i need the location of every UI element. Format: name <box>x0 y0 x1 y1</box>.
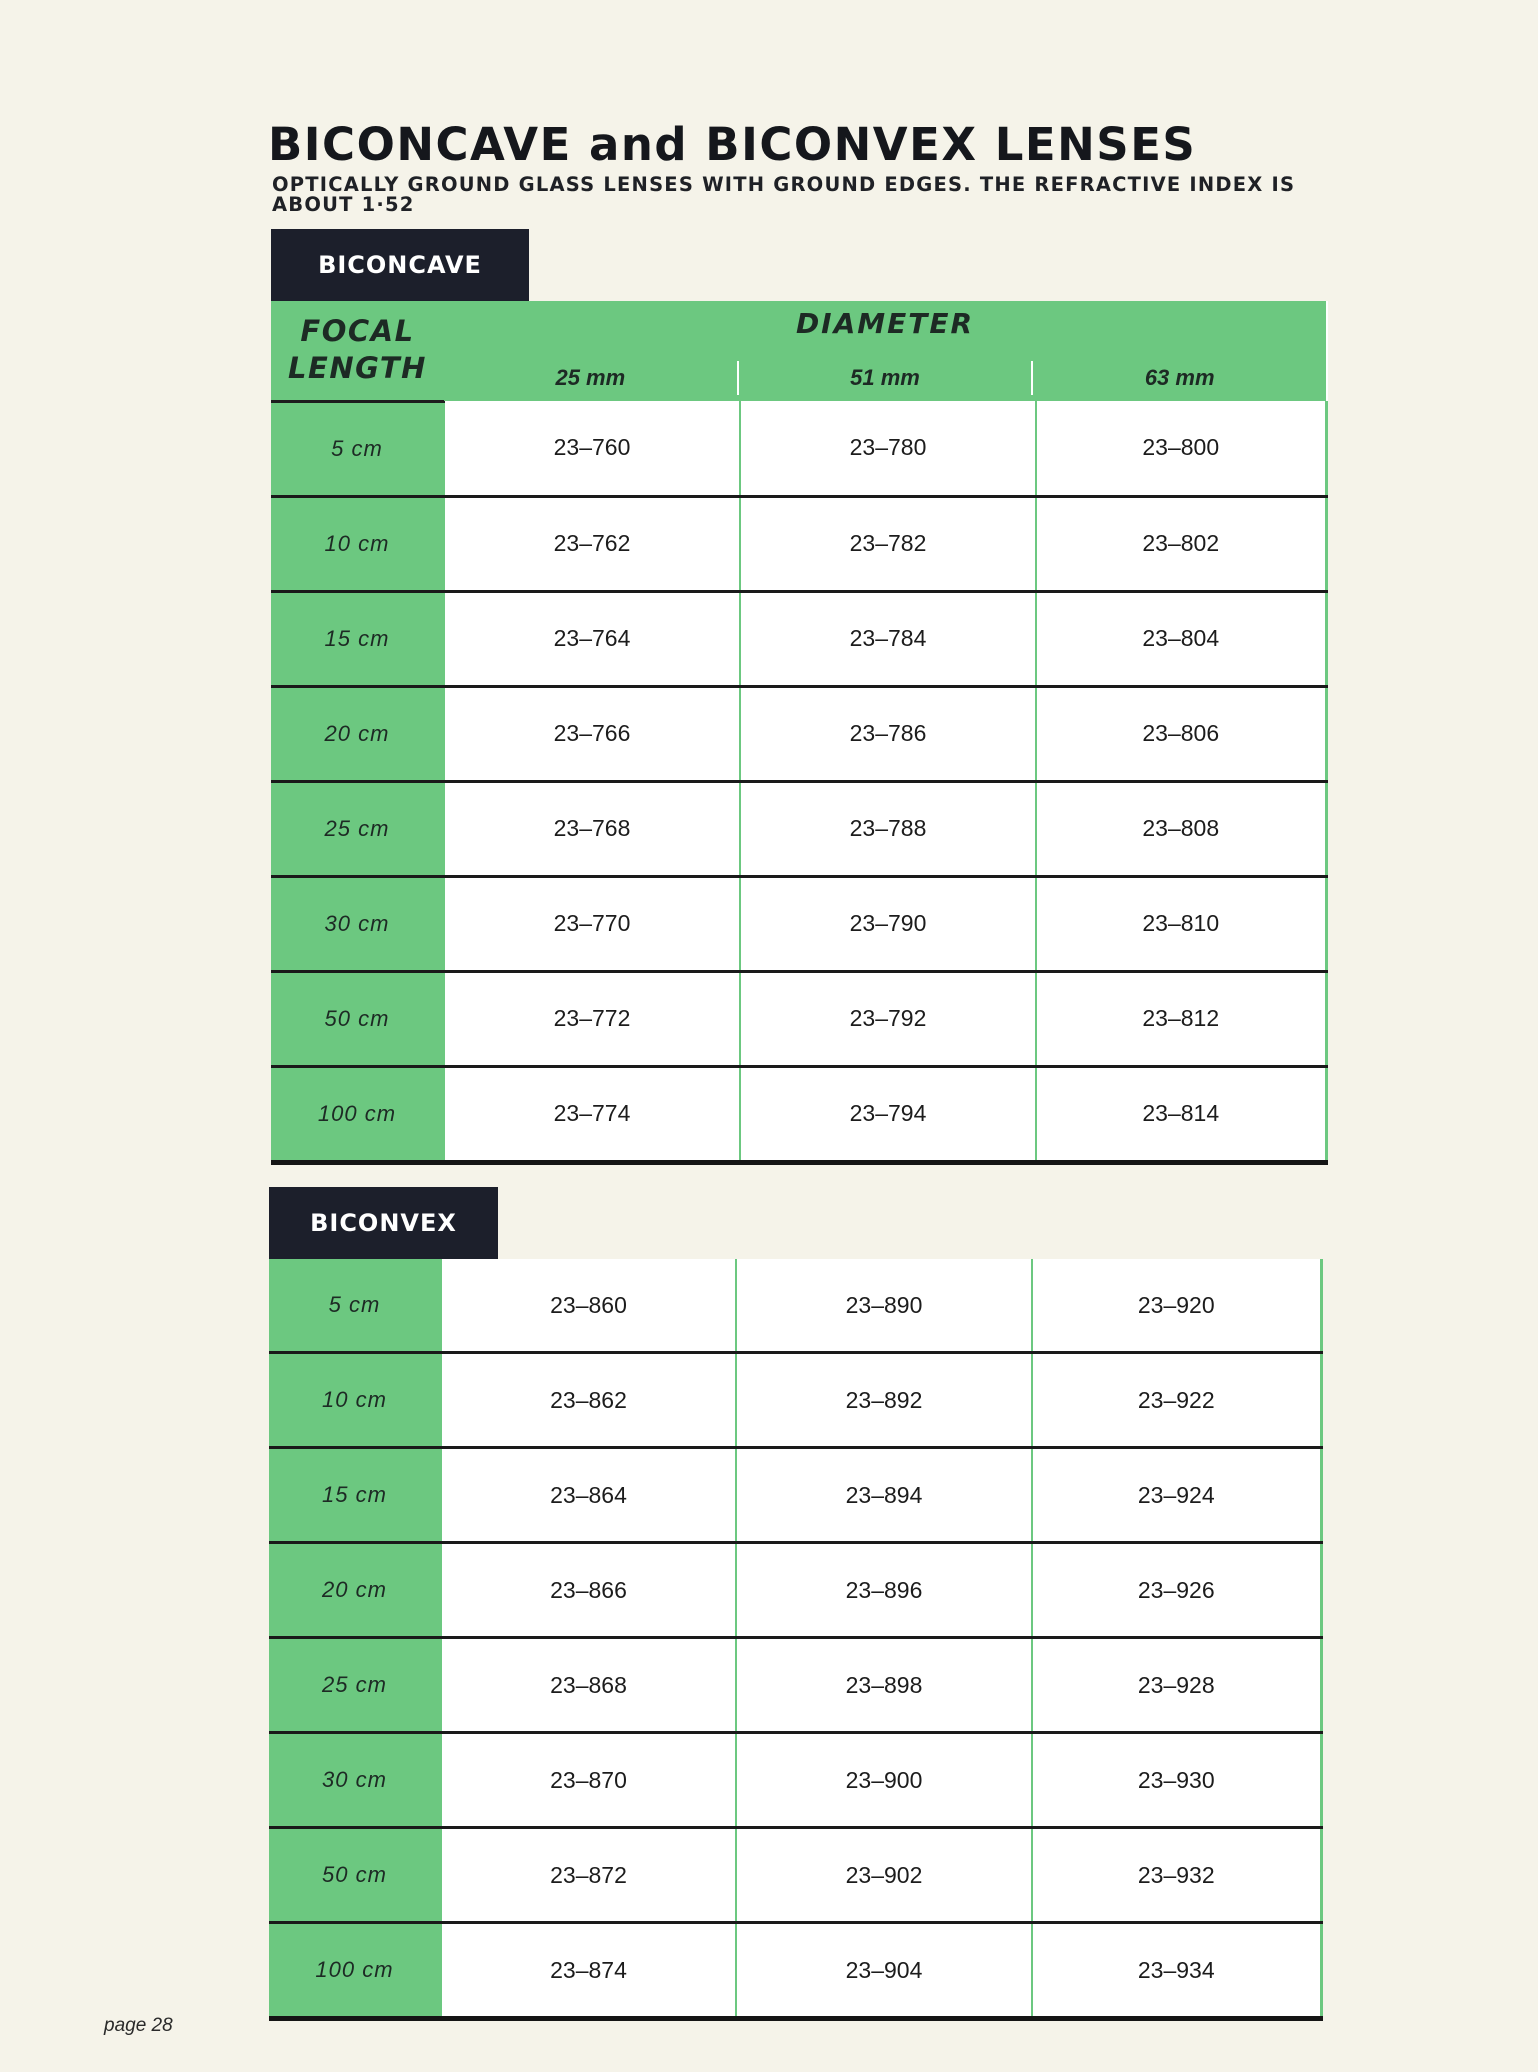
catalog-number-cell: 23–788 <box>740 781 1036 876</box>
catalog-number-cell: 23–804 <box>1036 591 1326 686</box>
catalog-number-cell: 23–894 <box>736 1448 1032 1543</box>
biconvex-table <box>269 1259 1323 2021</box>
table-row <box>269 1543 1321 1638</box>
focal-length-cell: 15 cm <box>269 1448 441 1543</box>
focal-length-cell: 100 cm <box>269 1923 441 2019</box>
catalog-number-cell: 23–768 <box>444 781 740 876</box>
focal-length-cell: 30 cm <box>271 876 444 971</box>
biconcave-section-label: BICONCAVE <box>271 229 529 301</box>
catalog-number-cell: 23–862 <box>441 1353 736 1448</box>
focal-length-cell: 30 cm <box>269 1733 441 1828</box>
page-subtitle: OPTICALLY GROUND GLASS LENSES WITH GROUND EDGES. THE REFRACTIVE INDEX IS ABOUT 1·52 <box>272 173 1296 216</box>
focal-length-cell: 10 cm <box>271 496 444 591</box>
biconcave-table <box>271 301 1328 1165</box>
catalog-number-cell: 23–932 <box>1032 1828 1321 1923</box>
catalog-number-cell: 23–802 <box>1036 496 1326 591</box>
catalog-number-cell: 23–868 <box>441 1638 736 1733</box>
catalog-number-cell: 23–922 <box>1032 1353 1321 1448</box>
table-row <box>269 1733 1321 1828</box>
catalog-number-cell: 23–766 <box>444 686 740 781</box>
catalog-number-cell: 23–900 <box>736 1733 1032 1828</box>
diameter-25mm: 25 mm <box>555 365 626 390</box>
table-row <box>271 401 1326 496</box>
catalog-number-cell: 23–872 <box>441 1828 736 1923</box>
focal-length-cell: 100 cm <box>271 1066 444 1162</box>
catalog-number-cell: 23–890 <box>736 1259 1032 1353</box>
focal-header-line1: FOCAL <box>300 314 415 349</box>
catalog-number-cell: 23–786 <box>740 686 1036 781</box>
table-row <box>271 781 1326 876</box>
biconvex-section-label: BICONVEX <box>269 1187 498 1259</box>
focal-length-header <box>271 301 444 401</box>
table-row <box>269 1828 1321 1923</box>
diameter-header <box>444 301 1326 401</box>
table-row <box>271 1066 1326 1162</box>
catalog-number-cell: 23–808 <box>1036 781 1326 876</box>
catalog-number-cell: 23–896 <box>736 1543 1032 1638</box>
catalog-number-cell: 23–934 <box>1032 1923 1321 2019</box>
focal-length-cell: 25 cm <box>269 1638 441 1733</box>
catalog-number-cell: 23–762 <box>444 496 740 591</box>
catalog-number-cell: 23–774 <box>444 1066 740 1162</box>
catalog-number-cell: 23–904 <box>736 1923 1032 2019</box>
catalog-number-cell: 23–812 <box>1036 971 1326 1066</box>
catalog-number-cell: 23–770 <box>444 876 740 971</box>
catalog-number-cell: 23–870 <box>441 1733 736 1828</box>
table-row <box>269 1448 1321 1543</box>
catalog-number-cell: 23–780 <box>740 401 1036 496</box>
table-row <box>269 1638 1321 1733</box>
catalog-number-cell: 23–800 <box>1036 401 1326 496</box>
diameter-63mm: 63 mm <box>1031 361 1326 395</box>
catalog-number-cell: 23–792 <box>740 971 1036 1066</box>
catalog-number-cell: 23–874 <box>441 1923 736 2019</box>
biconcave-header-row <box>271 301 1326 401</box>
catalog-number-cell: 23–782 <box>740 496 1036 591</box>
focal-length-cell: 10 cm <box>269 1353 441 1448</box>
catalog-number-cell: 23–930 <box>1032 1733 1321 1828</box>
catalog-number-cell: 23–928 <box>1032 1638 1321 1733</box>
table-row <box>269 1923 1321 2019</box>
catalog-number-cell: 23–924 <box>1032 1448 1321 1543</box>
page-number: page 28 <box>104 2015 173 2036</box>
page-title: BICONCAVE and BICONVEX LENSES <box>268 118 1197 171</box>
focal-length-cell: 20 cm <box>269 1543 441 1638</box>
catalog-number-cell: 23–760 <box>444 401 740 496</box>
focal-length-cell: 5 cm <box>271 401 444 496</box>
catalog-number-cell: 23–790 <box>740 876 1036 971</box>
diameter-title: DIAMETER <box>795 307 975 340</box>
catalog-number-cell: 23–772 <box>444 971 740 1066</box>
diameter-51mm: 51 mm <box>737 361 1032 395</box>
table-row <box>271 591 1326 686</box>
table-row <box>271 686 1326 781</box>
catalog-number-cell: 23–898 <box>736 1638 1032 1733</box>
catalog-number-cell: 23–806 <box>1036 686 1326 781</box>
focal-length-cell: 15 cm <box>271 591 444 686</box>
catalog-number-cell: 23–864 <box>441 1448 736 1543</box>
focal-length-cell: 25 cm <box>271 781 444 876</box>
focal-length-cell: 20 cm <box>271 686 444 781</box>
catalog-number-cell: 23–892 <box>736 1353 1032 1448</box>
catalog-number-cell: 23–764 <box>444 591 740 686</box>
focal-length-cell: 50 cm <box>269 1828 441 1923</box>
catalog-number-cell: 23–784 <box>740 591 1036 686</box>
table-row <box>269 1259 1321 1353</box>
focal-length-cell: 5 cm <box>269 1259 441 1353</box>
table-row <box>271 876 1326 971</box>
catalog-number-cell: 23–860 <box>441 1259 736 1353</box>
table-row <box>271 496 1326 591</box>
catalog-number-cell: 23–920 <box>1032 1259 1321 1353</box>
catalog-number-cell: 23–902 <box>736 1828 1032 1923</box>
catalog-number-cell: 23–866 <box>441 1543 736 1638</box>
catalog-number-cell: 23–794 <box>740 1066 1036 1162</box>
focal-header-line2: LENGTH <box>288 351 427 386</box>
catalog-number-cell: 23–810 <box>1036 876 1326 971</box>
focal-length-cell: 50 cm <box>271 971 444 1066</box>
table-row <box>271 971 1326 1066</box>
table-row <box>269 1353 1321 1448</box>
catalog-number-cell: 23–926 <box>1032 1543 1321 1638</box>
catalog-number-cell: 23–814 <box>1036 1066 1326 1162</box>
